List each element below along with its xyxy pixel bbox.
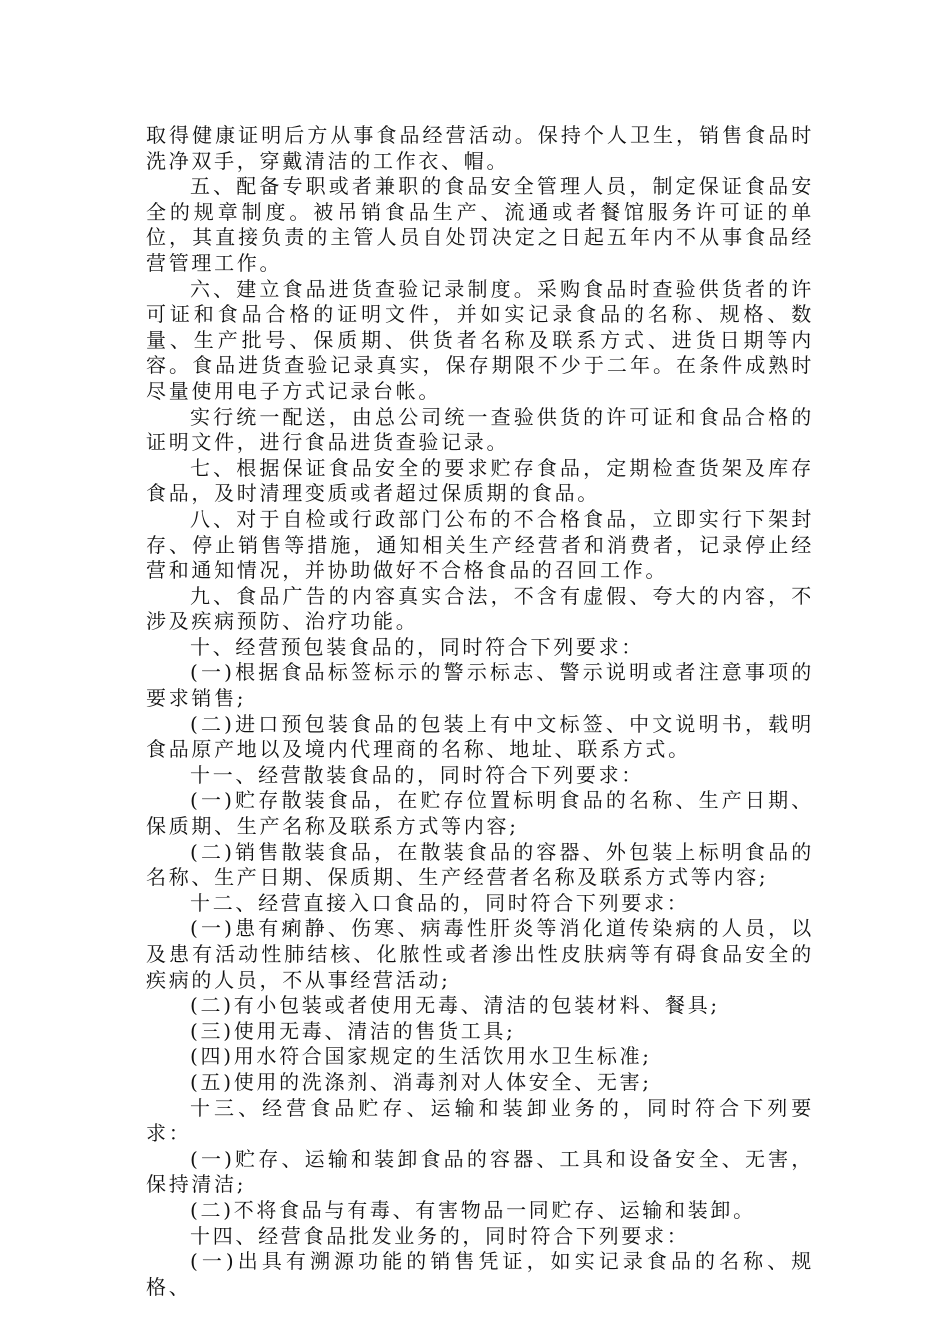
paragraph: (一)患有痢静、伤寒、病毒性肝炎等消化道传染病的人员，以及患有活动性肺结核、化脓性或者渗出性皮肤病等有碍食品安全的疾病的人员，不从事经营活动;	[146, 916, 814, 992]
paragraph: 九、食品广告的内容真实合法，不含有虚假、夸大的内容，不涉及疾病预防、治疗功能。	[146, 583, 814, 634]
paragraph: (四)用水符合国家规定的生活饮用水卫生标准;	[190, 1044, 652, 1069]
paragraph: (一)出具有溯源功能的销售凭证，如实记录食品的名称、规格、	[146, 1249, 814, 1299]
paragraph: (一)贮存、运输和装卸食品的容器、工具和设备安全、无害，保持清洁;	[146, 1146, 814, 1197]
paragraph: 十三、经营食品贮存、运输和装卸业务的，同时符合下列要求：	[146, 1095, 814, 1146]
paragraph: (二)销售散装食品，在散装食品的容器、外包装上标明食品的名称、生产日期、保质期、生产经营者名称及联系方式等内容;	[146, 839, 814, 890]
document-body	[146, 123, 814, 1300]
paragraph: 十二、经营直接入口食品的，同时符合下列要求：	[190, 890, 690, 915]
paragraph: (二)进口预包装食品的包装上有中文标签、中文说明书，载明食品原产地以及境内代理商的名称、地址、联系方式。	[146, 711, 814, 762]
paragraph: 取得健康证明后方从事食品经营活动。保持个人卫生，销售食品时洗净双手，穿戴清洁的工作衣、帽。	[146, 123, 814, 173]
paragraph: (二)不将食品与有毒、有害物品一同贮存、运输和装卸。	[190, 1197, 756, 1222]
paragraph: 七、根据保证食品安全的要求贮存食品，定期检查货架及库存食品，及时清理变质或者超过保质期的食品。	[146, 455, 814, 506]
paragraph: 五、配备专职或者兼职的食品安全管理人员，制定保证食品安全的规章制度。被吊销食品生产、流通或者餐馆服务许可证的单位，其直接负责的主管人员自处罚决定之日起五年内不从事食品经营管理工作。	[146, 174, 814, 275]
paragraph: (一)根据食品标签标示的警示标志、警示说明或者注意事项的要求销售;	[146, 660, 814, 711]
paragraph: 六、建立食品进货查验记录制度。采购食品时查验供货者的许可证和食品合格的证明文件，并如实记录食品的名称、规格、数量、生产批号、保质期、供货者名称及联系方式、进货日期等内容。食品进货查验记录真实，保存期限不少于二年。在条件成熟时尽量使用电子方式记录台帐。	[146, 276, 814, 403]
paragraph: (二)有小包装或者使用无毒、清洁的包装材料、餐具;	[190, 993, 720, 1018]
paragraph: 十一、经营散装食品的，同时符合下列要求：	[190, 762, 644, 787]
paragraph: 十、经营预包装食品的，同时符合下列要求：	[190, 634, 644, 659]
paragraph: 十四、经营食品批发业务的，同时符合下列要求：	[190, 1223, 690, 1248]
paragraph: 八、对于自检或行政部门公布的不合格食品，立即实行下架封存、停止销售等措施，通知相关生产经营者和消费者，记录停止经营和通知情况，并协助做好不合格食品的召回工作。	[146, 506, 814, 583]
paragraph: (一)贮存散装食品，在贮存位置标明食品的名称、生产日期、保质期、生产名称及联系方式等内容;	[146, 788, 814, 839]
paragraph: 实行统一配送，由总公司统一查验供货的许可证和食品合格的证明文件，进行食品进货查验记录。	[146, 404, 814, 455]
paragraph: (五)使用的洗涤剂、消毒剂对人体安全、无害;	[190, 1069, 652, 1094]
paragraph: (三)使用无毒、清洁的售货工具;	[190, 1018, 516, 1043]
